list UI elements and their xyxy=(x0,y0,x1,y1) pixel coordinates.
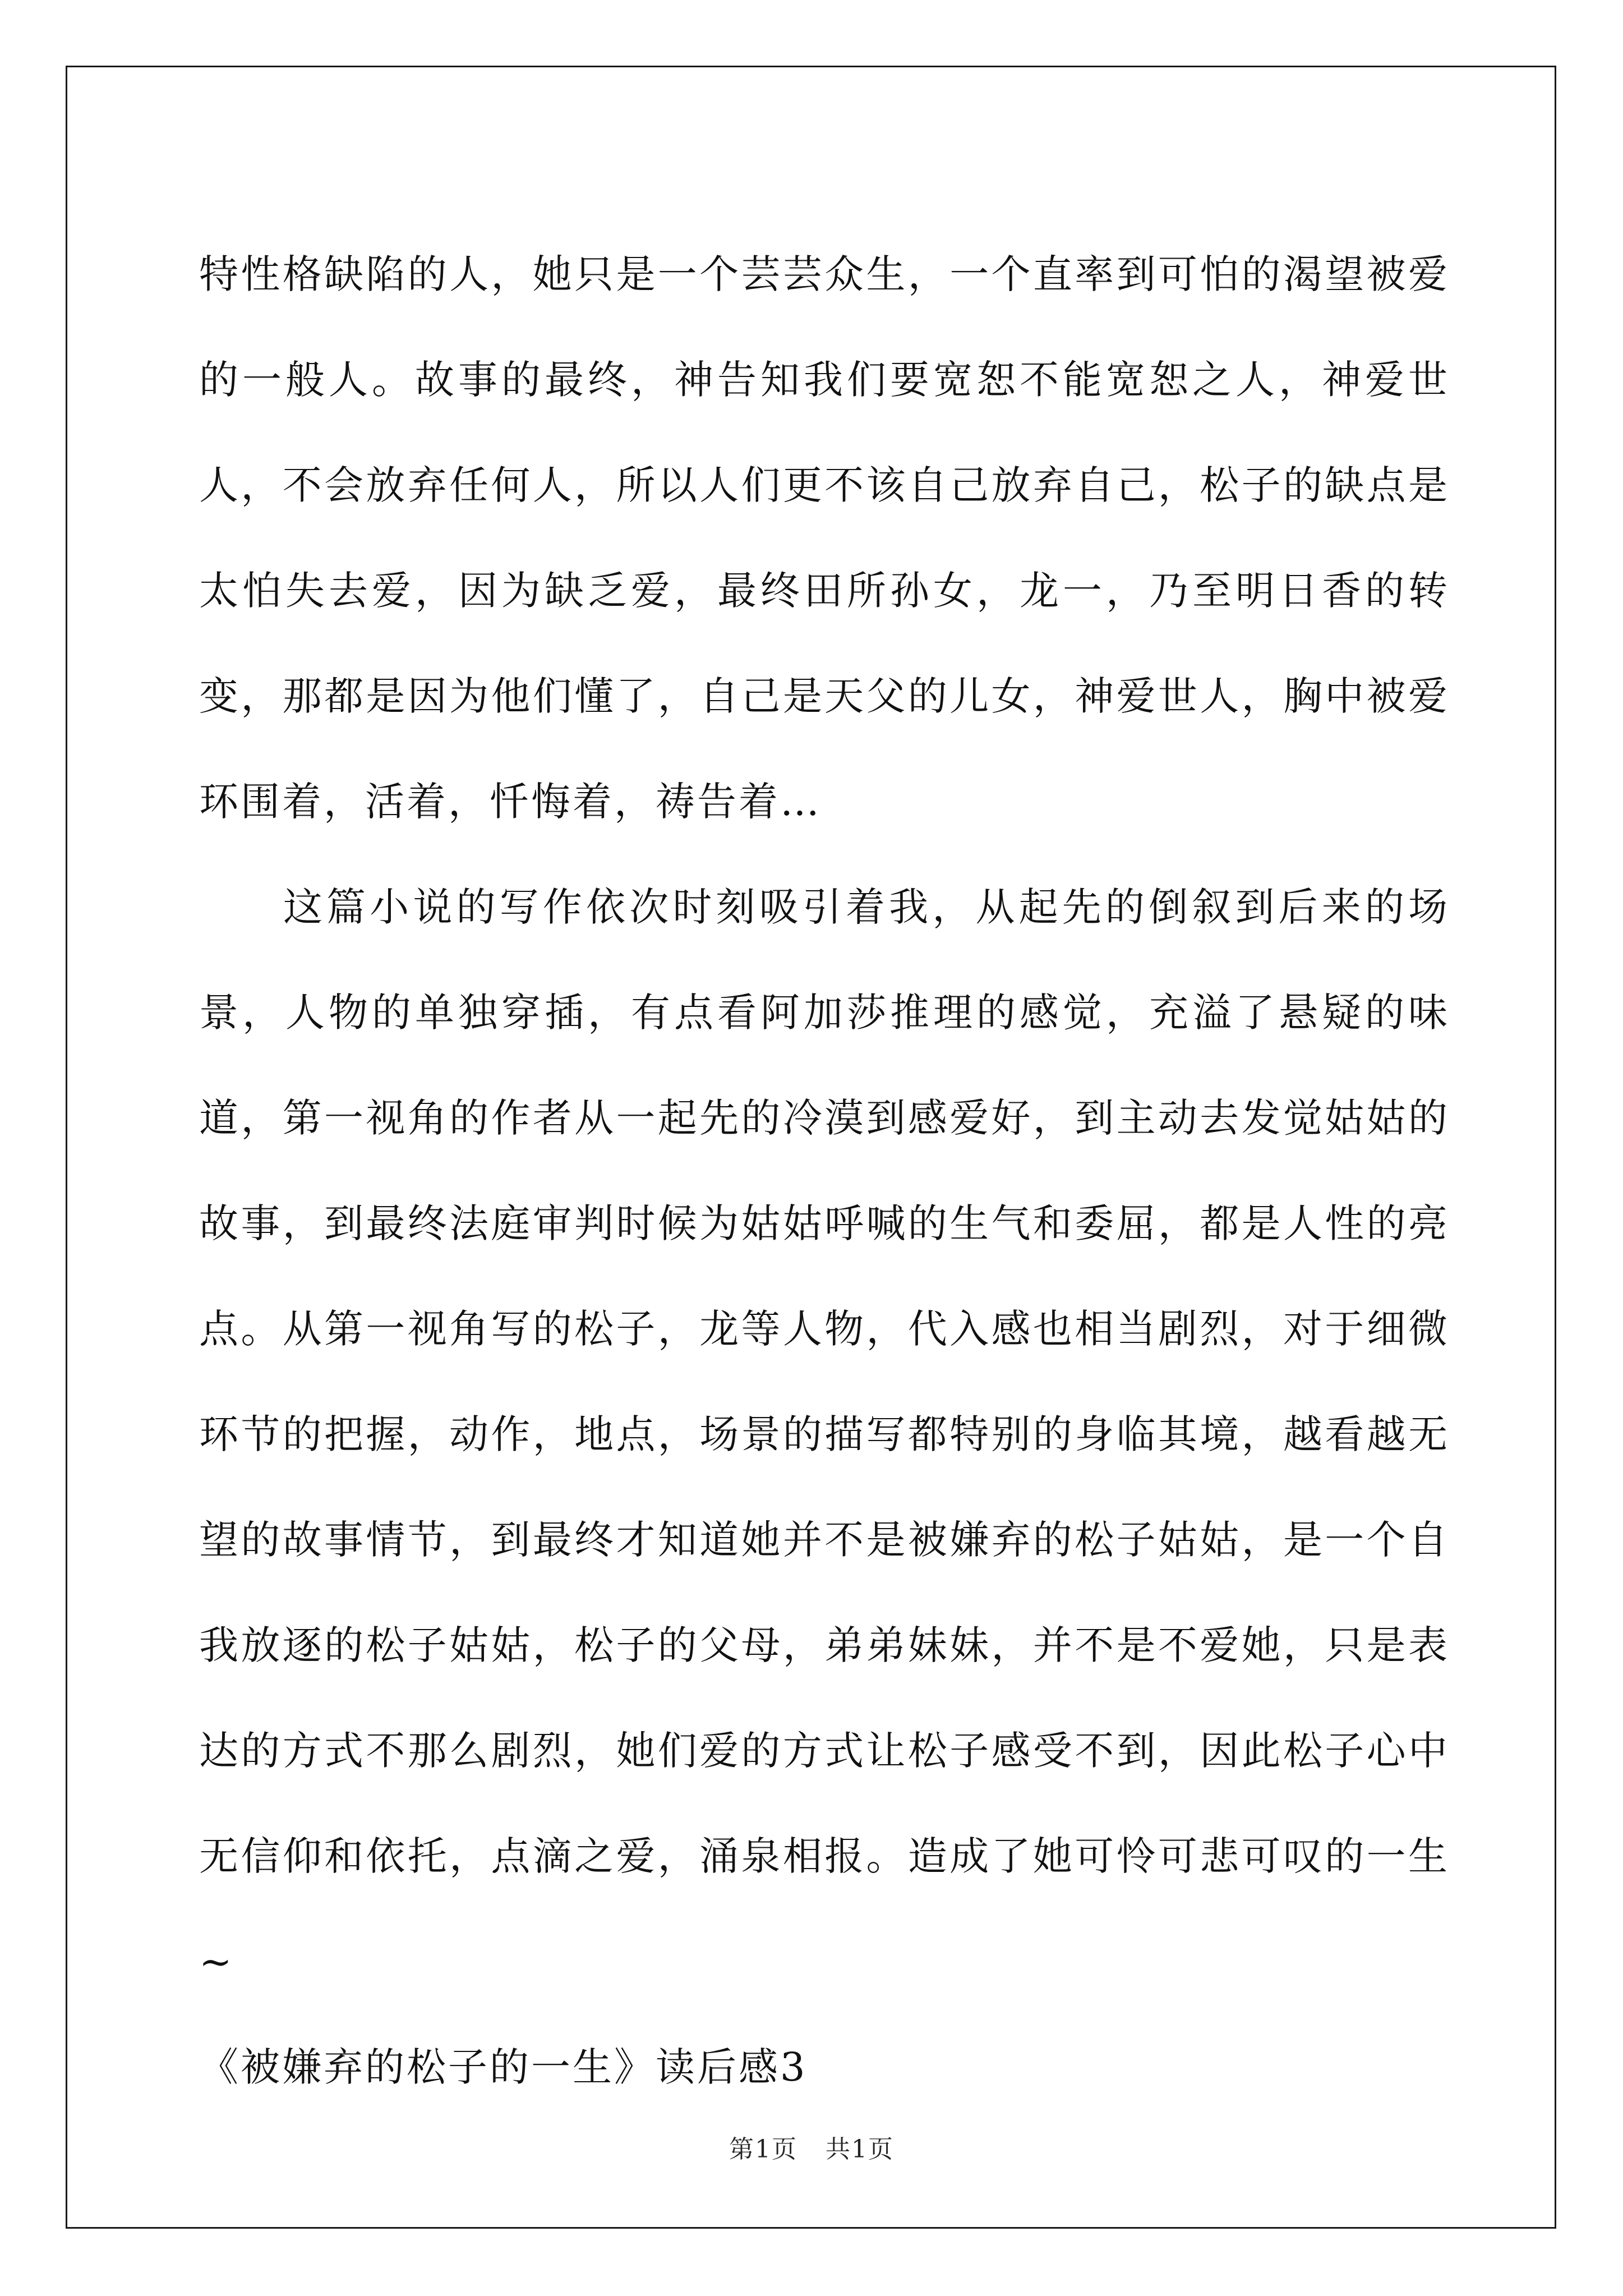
paragraph-2: 这篇小说的写作依次时刻吸引着我，从起先的倒叙到后来的场景，人物的单独穿插，有点看阿加莎推理的感觉，充溢了悬疑的味道，第一视角的作者从一起先的冷漠到感爱好，到主动去发觉姑姑的故事，到最终法庭审判时候为姑姑呼喊的生气和委屈，都是人性的亮点。从第一视角写的松子，龙等人物，代入感也相当剧烈，对于细微环节的把握，动作，地点，场景的描写都特别的身临其境，越看越无望的故事情节，到最终才知道她并不是被嫌弃的松子姑姑，是一个自我放逐的松子姑姑，松子的父母，弟弟妹妹，并不是不爱她，只是表达的方式不那么剧烈，她们爱的方式让松子感受不到，因此松子心中无信仰和依托，点滴之爱，涌泉相报。造成了她可怜可悲可叹的一生~ xyxy=(199,884,1450,1985)
page-number-total: 共1页 xyxy=(826,2135,894,2164)
page-number-current: 第1页 xyxy=(729,2135,797,2164)
paragraph-1: 特性格缺陷的人，她只是一个芸芸众生，一个直率到可怕的渴望被爱的一般人。故事的最终，神告知我们要宽恕不能宽恕之人，神爱世人，不会放弃任何人，所以人们更不该自己放弃自己，松子的缺点是太怕失去爱，因为缺乏爱，最终田所孙女，龙一，乃至明日香的转变，那都是因为他们懂了，自己是天父的儿女，神爱世人，胸中被爱环围着，活着，忏悔着，祷告着… xyxy=(199,251,1450,825)
page-footer xyxy=(0,2129,1623,2165)
document-body xyxy=(199,222,1450,2120)
section-heading: 《被嫌弃的松子的一生》读后感3 xyxy=(199,2044,808,2090)
